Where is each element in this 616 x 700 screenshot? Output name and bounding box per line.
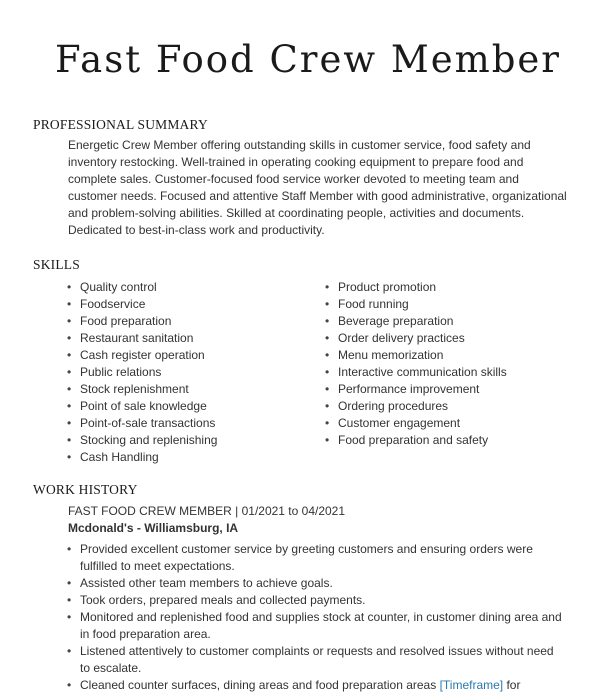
summary-line: inventory restocking. Well-trained in operating cooking equipment to prepare food and xyxy=(68,155,524,169)
summary-heading: PROFESSIONAL SUMMARY xyxy=(33,117,208,132)
timeframe-placeholder-link[interactable]: [Timeframe] xyxy=(439,678,504,692)
skill-item: • Product promotion xyxy=(325,279,507,296)
duty-line: • Provided excellent customer service by greeting customers and ensuring orders were xyxy=(80,542,533,556)
summary-line: and problem-solving abilities. Skilled at coordinating people, activities and documents. xyxy=(68,206,525,220)
skill-item: • Stocking and replenishing xyxy=(67,432,217,449)
resume-name: Fast Food Crew Member xyxy=(55,38,561,81)
duty-line: fulfilled to meet expectations. xyxy=(80,559,235,573)
skill-item: • Cash register operation xyxy=(67,347,217,364)
summary-line: customer needs. Focused and attentive Staff Member with good administrative, organizational xyxy=(68,189,567,203)
duty-line: to escalate. xyxy=(80,661,142,675)
skill-item: • Food preparation and safety xyxy=(325,432,507,449)
duty-line: • Listened attentively to customer complaints or requests and resolved issues without need xyxy=(80,644,554,658)
duty-item xyxy=(67,677,597,694)
skills-list-right xyxy=(325,279,507,449)
skill-item: • Cash Handling xyxy=(67,449,217,466)
skill-item: • Point of sale knowledge xyxy=(67,398,217,415)
skill-item: • Point-of-sale transactions xyxy=(67,415,217,432)
job-duties-list xyxy=(67,541,597,694)
job-dates: 01/2021 to 04/2021 xyxy=(241,504,346,518)
duty-item xyxy=(67,541,597,575)
skill-item: • Foodservice xyxy=(67,296,217,313)
summary-text xyxy=(68,137,588,239)
work-history-heading: WORK HISTORY xyxy=(33,482,138,497)
skills-heading: SKILLS xyxy=(33,257,80,272)
duty-item xyxy=(67,609,597,643)
job-title-line xyxy=(68,504,345,518)
skill-item: • Public relations xyxy=(67,364,217,381)
duty-item xyxy=(67,575,597,592)
skill-item: • Order delivery practices xyxy=(325,330,507,347)
skill-item: • Restaurant sanitation xyxy=(67,330,217,347)
duty-line: in food preparation area. xyxy=(80,627,211,641)
skill-item: • Customer engagement xyxy=(325,415,507,432)
duty-text: Cleaned counter surfaces, dining areas and food preparation areas xyxy=(80,678,440,692)
skill-item: • Stock replenishment xyxy=(67,381,217,398)
duty-line xyxy=(80,677,597,694)
skill-item: • Food running xyxy=(325,296,507,313)
job-title: FAST FOOD CREW MEMBER xyxy=(68,504,232,518)
job-company: Mcdonald's - Williamsburg, IA xyxy=(68,521,239,535)
skill-item: • Performance improvement xyxy=(325,381,507,398)
duty-text: for xyxy=(503,678,521,692)
duty-line: • Took orders, prepared meals and collected payments. xyxy=(80,593,366,607)
skill-item: • Food preparation xyxy=(67,313,217,330)
duty-item xyxy=(67,643,597,677)
summary-line: Dedicated to best-in-class work and productivity. xyxy=(68,223,325,237)
summary-line: Energetic Crew Member offering outstanding skills in customer service, food safety and xyxy=(68,138,531,152)
skill-item: • Interactive communication skills xyxy=(325,364,507,381)
skills-list-left xyxy=(67,279,217,466)
skill-item: • Menu memorization xyxy=(325,347,507,364)
duty-item xyxy=(67,592,597,609)
job-separator: | xyxy=(231,504,242,518)
skill-item: • Quality control xyxy=(67,279,217,296)
summary-line: complete sales. Customer-focused food service worker devoted to meeting team and xyxy=(68,172,519,186)
skill-item: • Ordering procedures xyxy=(325,398,507,415)
skill-item: • Beverage preparation xyxy=(325,313,507,330)
duty-line: • Monitored and replenished food and supplies stock at counter, in customer dining area and xyxy=(80,610,562,624)
duty-line: • Assisted other team members to achieve goals. xyxy=(80,576,333,590)
